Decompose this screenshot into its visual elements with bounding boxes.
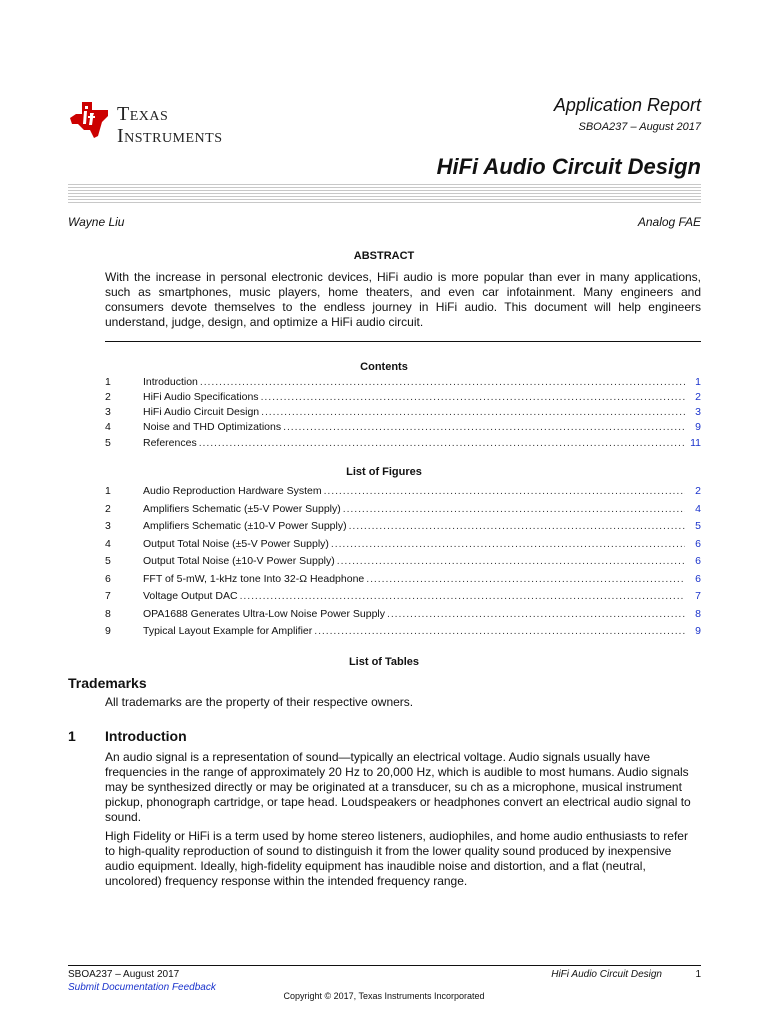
figure-number: 2	[105, 503, 111, 515]
leader-dots	[324, 483, 685, 500]
toc-entry[interactable]	[105, 435, 701, 452]
figure-number: 3	[105, 520, 111, 532]
document-type: Application Report	[553, 95, 701, 115]
leader-dots	[343, 501, 685, 518]
figure-page-link[interactable]: 6	[695, 555, 701, 567]
leader-dots	[199, 435, 685, 452]
figure-label: Output Total Noise (±10-V Power Supply)	[143, 555, 335, 567]
toc-entry[interactable]	[105, 419, 701, 436]
figure-page-link[interactable]: 8	[695, 608, 701, 620]
footer-title: HiFi Audio Circuit Design	[551, 969, 662, 980]
header-stripes	[68, 184, 701, 204]
figure-page-link[interactable]: 6	[695, 573, 701, 585]
toc-page-link[interactable]: 1	[695, 376, 701, 388]
trademarks-text: All trademarks are the property of their respective owners.	[105, 695, 414, 709]
figure-page-link[interactable]: 9	[695, 625, 701, 637]
figure-entry[interactable]	[105, 623, 701, 640]
figure-page-link[interactable]: 7	[695, 590, 701, 602]
trademarks-heading: Trademarks	[68, 675, 147, 691]
tables-heading: List of Tables	[348, 656, 420, 668]
ti-logo-icon	[68, 100, 112, 140]
toc-page-link[interactable]: 3	[695, 406, 701, 418]
leader-dots	[240, 588, 685, 605]
figure-entry[interactable]	[105, 571, 701, 588]
figures-heading: List of Figures	[346, 466, 422, 478]
figure-entry[interactable]	[105, 553, 701, 570]
toc-number: 3	[105, 406, 111, 418]
figure-page-link[interactable]: 6	[695, 538, 701, 550]
author-name: Wayne Liu	[68, 215, 125, 229]
leader-dots	[337, 553, 685, 570]
toc-label: HiFi Audio Specifications	[143, 391, 259, 403]
figure-number: 5	[105, 555, 111, 567]
figure-label: Audio Reproduction Hardware System	[143, 485, 322, 497]
author-role: Analog FAE	[637, 215, 701, 229]
leader-dots	[331, 536, 685, 553]
figure-label: OPA1688 Generates Ultra-Low Noise Power Supply	[143, 608, 386, 620]
figure-page-link[interactable]: 2	[695, 485, 701, 497]
intro-paragraph-2: High Fidelity or HiFi is a term used by home stereo listeners, audiophiles, and home audio enthusiasts to refer to high-quality reproduction of sound to distinguish it from the lower quality sound produced by inexpensive audio equipment. Ideally, high-fidelity equipment has inaudible noise and distortion, and a flat (neutral, uncolored) frequency response within the intended frequency range.	[105, 829, 688, 888]
leader-dots	[349, 518, 685, 535]
figure-entry[interactable]	[105, 483, 701, 500]
section-number: 1	[68, 728, 76, 744]
figure-number: 1	[105, 485, 111, 497]
toc-label: Noise and THD Optimizations	[143, 421, 282, 433]
abstract-text: With the increase in personal electronic devices, HiFi audio is more popular than ever in many applications, such as smartphones, music players, home theaters, and even car infotainment. Many engineers and consumers devote themselves to the endless journey in HiFi audio. This document will help engineers understand, judge, design, and optimize a HiFi audio circuit.	[105, 270, 701, 329]
figure-number: 4	[105, 538, 111, 550]
abstract-heading: ABSTRACT	[353, 250, 415, 262]
page-number: 1	[695, 969, 701, 980]
copyright: Copyright © 2017, Texas Instruments Incorporated	[283, 991, 485, 1001]
leader-dots	[366, 571, 685, 588]
leader-dots	[314, 623, 685, 640]
figure-label: Amplifiers Schematic (±5-V Power Supply)	[143, 503, 341, 515]
feedback-link[interactable]: Submit Documentation Feedback	[68, 982, 216, 993]
figure-entry[interactable]	[105, 518, 701, 535]
figure-label: FFT of 5-mW, 1-kHz tone Into 32-Ω Headphone	[143, 573, 365, 585]
toc-number: 2	[105, 391, 111, 403]
brand-name-line1: Texas	[117, 103, 169, 125]
toc-page-link[interactable]: 11	[690, 437, 701, 449]
figure-entry[interactable]	[105, 536, 701, 553]
toc-page-link[interactable]: 2	[695, 391, 701, 403]
abstract-divider	[105, 341, 701, 342]
contents-heading: Contents	[360, 361, 408, 373]
figure-entry[interactable]	[105, 606, 701, 623]
leader-dots	[387, 606, 685, 623]
document-title: HiFi Audio Circuit Design	[436, 154, 701, 179]
toc-number: 1	[105, 376, 111, 388]
figure-label: Output Total Noise (±5-V Power Supply)	[143, 538, 329, 550]
footer-divider	[68, 965, 701, 966]
toc-page-link[interactable]: 9	[695, 421, 701, 433]
figure-label: Typical Layout Example for Amplifier	[143, 625, 313, 637]
figure-number: 9	[105, 625, 111, 637]
figure-number: 8	[105, 608, 111, 620]
figure-number: 6	[105, 573, 111, 585]
toc-label: References	[143, 437, 197, 449]
toc-number: 4	[105, 421, 111, 433]
figure-page-link[interactable]: 5	[695, 520, 701, 532]
figure-label: Amplifiers Schematic (±10-V Power Supply)	[143, 520, 347, 532]
footer-doc-id: SBOA237 – August 2017	[68, 969, 180, 980]
intro-paragraph-1: An audio signal is a representation of sound—typically an electrical voltage. Audio signals usually have frequencies in the range of approximately 20 Hz to 20,000 Hz, which is audible to most humans. Audio signals may be synthesized directly or may be originated at a transducer, su ch as a microphone, musical instrument pickup, phonograph cartridge, or tape head. Loudspeakers or headphones convert an electrical audio signal to sound.	[105, 750, 691, 824]
figure-number: 7	[105, 590, 111, 602]
toc-label: Introduction	[143, 376, 198, 388]
brand-name-line2: Instruments	[117, 125, 223, 147]
toc-number: 5	[105, 437, 111, 449]
leader-dots	[283, 419, 685, 436]
figure-page-link[interactable]: 4	[695, 503, 701, 515]
figure-label: Voltage Output DAC	[143, 590, 238, 602]
figure-entry[interactable]	[105, 588, 701, 605]
figure-entry[interactable]	[105, 501, 701, 518]
section-heading: Introduction	[105, 728, 187, 744]
document-id: SBOA237 – August 2017	[578, 121, 701, 133]
toc-label: HiFi Audio Circuit Design	[143, 406, 260, 418]
